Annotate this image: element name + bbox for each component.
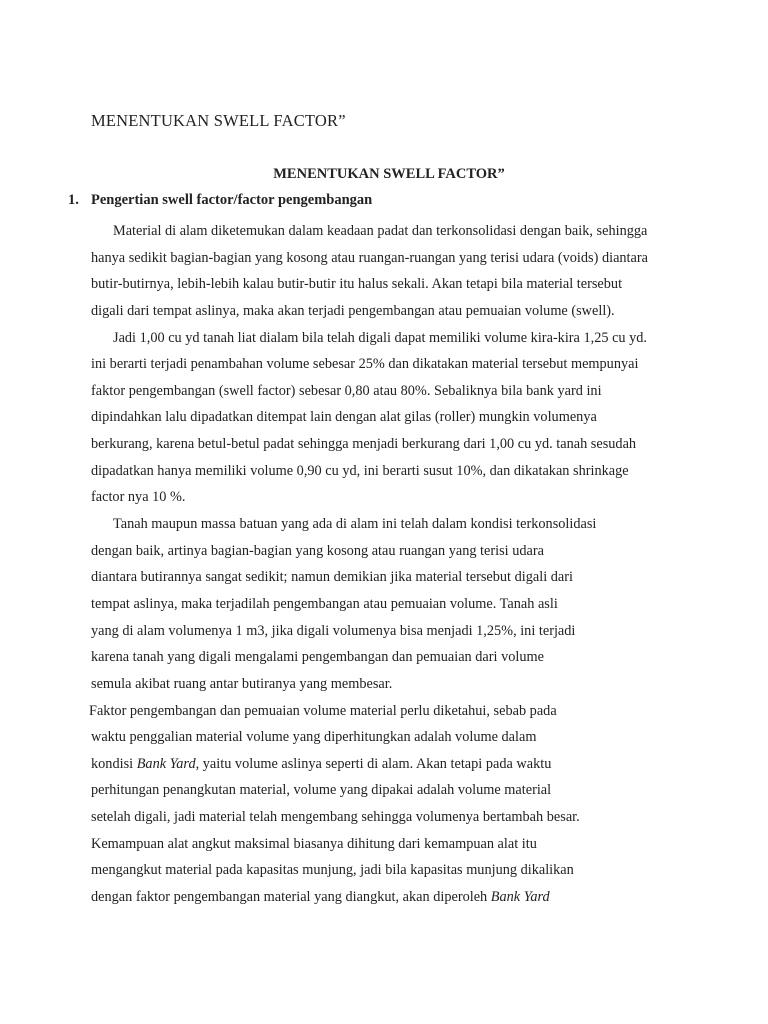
text-line: setelah digali, jadi material telah mengembang sehingga volumenya bertambah besar. bbox=[91, 809, 580, 826]
text-line: Tanah maupun massa batuan yang ada di alam ini telah dalam kondisi terkonsolidasi bbox=[113, 516, 597, 533]
text-line-mixed bbox=[91, 751, 691, 778]
italic-term: Bank Yard bbox=[136, 755, 196, 772]
text-line: Jadi 1,00 cu yd tanah liat dialam bila telah digali dapat memiliki volume kira-kira 1,25 cu yd. bbox=[113, 329, 648, 346]
text-line: digali dari tempat aslinya, maka akan terjadi pengembangan atau pemuaian volume (swell). bbox=[91, 302, 615, 319]
text-line: hanya sedikit bagian-bagian yang kosong atau ruangan-ruangan yang terisi udara (voids) diantara bbox=[91, 249, 648, 266]
text-line: ini berarti terjadi penambahan volume sebesar 25% dan dikatakan material tersebut mempunyai bbox=[91, 356, 639, 373]
text-line: karena tanah yang digali mengalami pengembangan dan pemuaian dari volume bbox=[91, 649, 544, 666]
text-line: Material di alam diketemukan dalam keadaan padat dan terkonsolidasi dengan baik, sehingga bbox=[113, 223, 648, 239]
section-title: MENENTUKAN SWELL FACTOR” bbox=[273, 166, 505, 182]
text-line: dipindahkan lalu dipadatkan ditempat lain dengan alat gilas (roller) mungkin volumenya bbox=[91, 409, 597, 426]
document-title: MENENTUKAN SWELL FACTOR” bbox=[91, 111, 346, 130]
text-line: butir-butirnya, lebih-lebih kalau butir-butir itu halus sekali. Akan tetapi bila material tersebut bbox=[91, 276, 623, 293]
text-segment: , yaitu volume aslinya seperti di alam. Akan tetapi pada waktu bbox=[195, 755, 552, 772]
text-line: dipadatkan hanya memiliki volume 0,90 cu yd, ini berarti susut 10%, dan dikatakan shrinkage bbox=[91, 462, 629, 479]
text-line: factor nya 10 %. bbox=[91, 489, 186, 506]
text-line: semula akibat ruang antar butiranya yang membesar. bbox=[91, 675, 393, 692]
text-line: berkurang, karena betul-betul padat sehingga menjadi berkurang dari 1,00 cu yd. tanah sesudah bbox=[91, 436, 637, 453]
heading-text: Pengertian swell factor/factor pengembangan bbox=[91, 192, 373, 208]
text-line: dengan baik, artinya bagian-bagian yang kosong atau ruangan yang terisi udara bbox=[91, 542, 544, 559]
heading-number: 1. bbox=[68, 192, 79, 208]
section-heading bbox=[68, 192, 372, 209]
text-line: faktor pengembangan (swell factor) sebesar 0,80 atau 80%. Sebaliknya bila bank yard ini bbox=[91, 382, 602, 399]
text-line: tempat aslinya, maka terjadilah pengembangan atau pemuaian volume. Tanah asli bbox=[91, 595, 558, 612]
text-segment: dengan faktor pengembangan material yang diangkut, akan diperoleh bbox=[91, 889, 491, 906]
text-line: Kemampuan alat angkut maksimal biasanya dihitung dari kemampuan alat itu bbox=[91, 835, 537, 852]
italic-term: Bank Yard bbox=[490, 889, 550, 906]
document-body bbox=[91, 218, 691, 911]
text-line: perhitungan penangkutan material, volume yang dipakai adalah volume material bbox=[91, 782, 552, 799]
text-line: diantara butirannya sangat sedikit; namun demikian jika material tersebut digali dari bbox=[91, 569, 573, 586]
text-segment: kondisi bbox=[91, 755, 137, 772]
text-line: yang di alam volumenya 1 m3, jika digali volumenya bisa menjadi 1,25%, ini terjadi bbox=[91, 622, 576, 639]
text-line-mixed bbox=[91, 884, 691, 911]
text-line: waktu penggalian material volume yang diperhitungkan adalah volume dalam bbox=[91, 729, 537, 746]
text-line: mengangkut material pada kapasitas munjung, jadi bila kapasitas munjung dikalikan bbox=[91, 862, 574, 879]
text-line: Faktor pengembangan dan pemuaian volume material perlu diketahui, sebab pada bbox=[89, 702, 557, 719]
